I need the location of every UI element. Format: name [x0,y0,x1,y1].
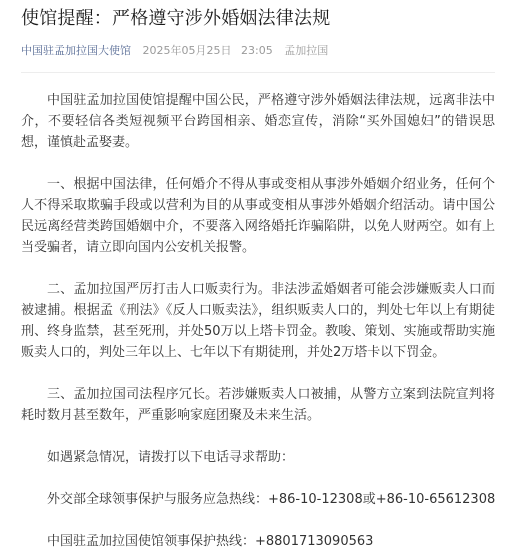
account-name-link[interactable]: 中国驻孟加拉国大使馆 [21,44,131,57]
paragraph-gap [21,363,495,384]
publish-date: 2025年05月25日 [142,44,232,57]
paragraph-hotline-embassy: 中国驻孟加拉国使馆领事保护热线：+8801713090563 [47,534,374,549]
article-title: 使馆提醒：严格遵守涉外婚姻法律法规 [21,8,331,29]
paragraph-gap [21,153,495,174]
article-meta [21,44,495,58]
paragraph-emergency-intro: 如遇紧急情况，请拨打以下电话寻求帮助： [47,450,295,465]
paragraph-gap [21,510,495,531]
paragraph-section-1: 一、根据中国法律，任何婚介不得从事或变相从事涉外婚姻介绍业务，任何个人不得采取欺骗手段或以营利为目的从事或变相从事涉外婚姻介绍活动。请中国公民远离经营类跨国婚姻中介，不要落入网络婚托诈骗陷阱，以免人财两空。如有上当受骗者，请立即向国内公安机关报警。 [21,177,495,255]
paragraph-hotline-mfa: 外交部全球领事保护与服务应急热线：+86-10-12308或+86-10-65612308 [47,492,496,507]
meta-divider [21,72,495,73]
paragraph-intro: 中国驻孟加拉国使馆提醒中国公民，严格遵守涉外婚姻法律法规，远离非法中介，不要轻信各类短视频平台跨国相亲、婚恋宣传，消除“买外国媳妇”的错误思想，谨慎赴孟娶妻。 [21,93,495,150]
paragraph-section-2: 二、孟加拉国严厉打击人口贩卖行为。非法涉孟婚姻者可能会涉嫌贩卖人口而被逮捕。根据孟《刑法》《反人口贩卖法》，组织贩卖人口的，判处七年以上有期徒刑、终身监禁，甚至死刑，并处50万以上塔卡罚金。教唆、策划、实施或帮助实施贩卖人口的，判处三年以上、七年以下有期徒刑，并处2万塔卡以下罚金。 [21,282,495,360]
publish-location: 孟加拉国 [284,44,329,57]
paragraph-gap [21,426,495,447]
publish-time: 23:05 [241,44,273,57]
article-body [21,90,495,552]
paragraph-gap [21,468,495,489]
paragraph-gap [21,258,495,279]
paragraph-section-3: 三、孟加拉国司法程序冗长。若涉嫌贩卖人口被捕，从警方立案到法院宣判将耗时数月甚至数年，严重影响家庭团聚及未来生活。 [21,387,495,423]
